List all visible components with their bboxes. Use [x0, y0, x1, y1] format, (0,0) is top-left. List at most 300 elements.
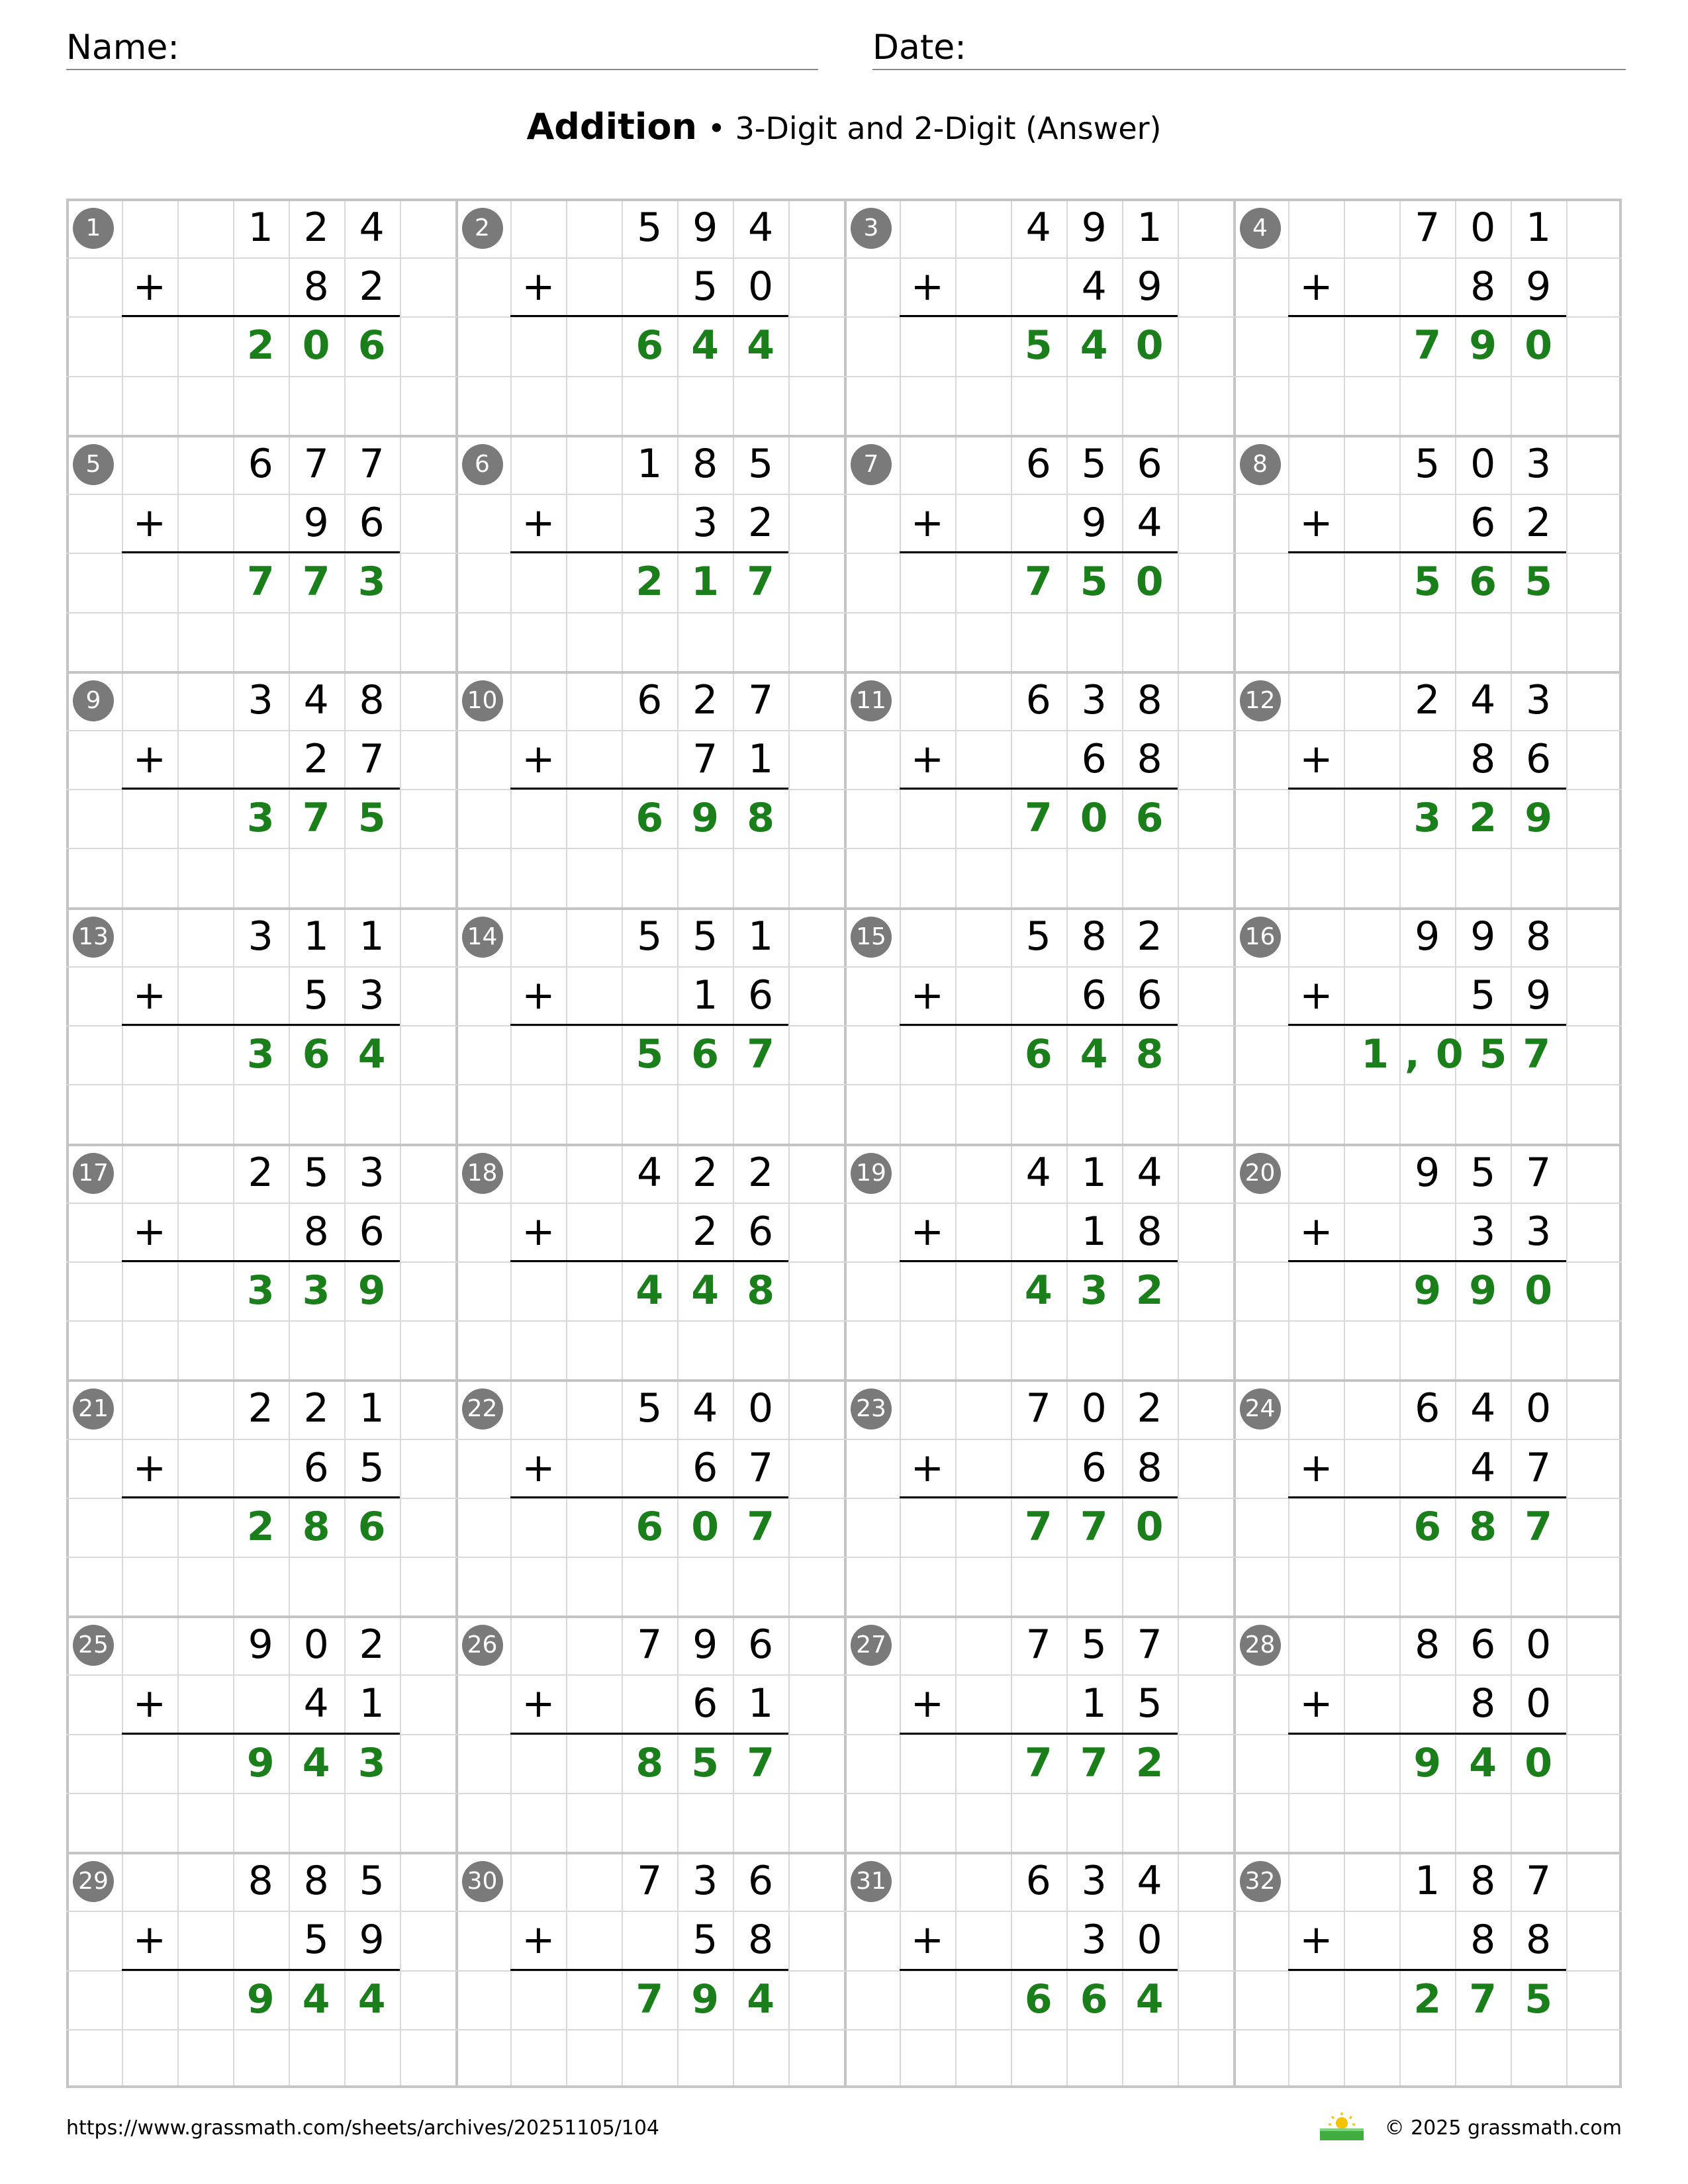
addend-top-digit: 6 — [748, 1858, 774, 1905]
addend-bottom-digit: 4 — [1081, 263, 1107, 310]
answer-digit: 6 — [302, 1031, 330, 1078]
addend-bottom-digit: 9 — [1081, 500, 1107, 547]
answer-digit: 6 — [357, 322, 386, 369]
answer-digit: 4 — [1080, 322, 1108, 369]
answer-digit: 6 — [1024, 1031, 1053, 1078]
plus-sign: + — [522, 1208, 555, 1255]
problem-number-badge: 6 — [462, 444, 503, 485]
addend-top-digit: 2 — [748, 1149, 774, 1196]
addend-top-digit: 4 — [748, 205, 774, 251]
addend-top-digit: 4 — [1137, 1149, 1162, 1196]
problem — [455, 907, 845, 1144]
answer-digit: 8 — [747, 795, 774, 842]
addend-top-digit: 7 — [748, 676, 774, 723]
plus-sign: + — [132, 1680, 167, 1727]
answer-digit: 7 — [747, 1739, 774, 1786]
addend-top-digit: 6 — [1415, 1385, 1440, 1432]
addend-bottom-digit: 8 — [1137, 735, 1162, 782]
answer-digit: 4 — [302, 1739, 330, 1786]
addend-top-digit: 6 — [1025, 1858, 1051, 1905]
answer-digit: 8 — [747, 1267, 774, 1314]
addend-top-digit: 7 — [1025, 1621, 1051, 1668]
addend-bottom-digit: 8 — [748, 1917, 774, 1964]
addend-bottom-digit: 6 — [1081, 1444, 1107, 1491]
answer-digit: 9 — [246, 1739, 275, 1786]
addend-bottom-digit: 5 — [303, 1917, 329, 1964]
addend-top-digit: 8 — [1415, 1621, 1440, 1668]
problem — [66, 1144, 455, 1380]
addend-top-digit: 2 — [248, 1385, 273, 1432]
date-field[interactable] — [872, 25, 1626, 70]
problem-number-badge: 5 — [73, 444, 114, 485]
answer-digit: 5 — [1524, 559, 1552, 606]
addend-bottom-digit: 6 — [303, 1444, 329, 1491]
answer-digit: 2 — [1135, 1267, 1164, 1314]
addend-top-digit: 5 — [1081, 1621, 1107, 1668]
answer-digit: 2 — [1413, 1976, 1442, 2023]
addend-bottom-digit: 1 — [692, 972, 718, 1019]
addend-top-digit: 5 — [637, 1385, 663, 1432]
problem — [1233, 907, 1622, 1144]
addend-top-digit: 3 — [1526, 440, 1552, 487]
addend-top-digit: 2 — [303, 205, 329, 251]
addend-top-digit: 9 — [1081, 205, 1107, 251]
addend-top-digit: 7 — [303, 440, 329, 487]
addend-top-digit: 3 — [1526, 676, 1552, 723]
answer-digit: 7 — [747, 1503, 774, 1550]
answer-digit: 0 — [1524, 322, 1552, 369]
addend-top-digit: 3 — [692, 1858, 718, 1905]
problem-number-badge: 23 — [851, 1388, 892, 1430]
problem-number-badge: 20 — [1240, 1153, 1281, 1194]
addend-top-digit: 6 — [248, 440, 273, 487]
addend-bottom-digit: 9 — [303, 500, 329, 547]
addend-top-digit: 1 — [359, 913, 385, 960]
addend-top-digit: 5 — [1025, 913, 1051, 960]
problem-number-badge: 10 — [462, 680, 503, 721]
problem-number-badge: 25 — [73, 1625, 114, 1666]
addend-top-digit: 7 — [1137, 1621, 1162, 1668]
addend-bottom-digit: 1 — [1081, 1680, 1107, 1727]
addend-bottom-digit: 3 — [1526, 1208, 1552, 1255]
addend-top-digit: 5 — [637, 913, 663, 960]
problem — [844, 907, 1233, 1144]
answer-digit: 9 — [691, 1976, 720, 2023]
answer-digit: 2 — [635, 559, 664, 606]
answer-digit: 3 — [357, 559, 386, 606]
plus-sign: + — [522, 263, 555, 310]
answer-digit: 3 — [1080, 1267, 1108, 1314]
date-label: Date: — [872, 28, 966, 68]
answer-digit: 7 — [246, 559, 275, 606]
problem — [844, 1615, 1233, 1852]
answer-digit: 8 — [1469, 1503, 1497, 1550]
answer-digit: 5 — [1524, 1976, 1552, 2023]
problem-number-badge: 3 — [851, 208, 892, 249]
addend-top-digit: 1 — [1526, 205, 1552, 251]
problem-number-badge: 1 — [73, 208, 114, 249]
addend-top-digit: 2 — [248, 1149, 273, 1196]
problem-number-badge: 9 — [73, 680, 114, 721]
plus-sign: + — [1299, 500, 1333, 547]
addend-bottom-digit: 2 — [1526, 500, 1552, 547]
addend-top-digit: 5 — [359, 1858, 385, 1905]
answer-digit: 6 — [357, 1503, 386, 1550]
addend-bottom-digit: 6 — [1470, 500, 1496, 547]
addend-bottom-digit: 8 — [1526, 1917, 1552, 1964]
plus-sign: + — [910, 735, 945, 782]
problem-number-badge: 16 — [1240, 917, 1281, 958]
plus-sign: + — [910, 263, 945, 310]
addend-top-digit: 4 — [1470, 676, 1496, 723]
problem — [66, 1615, 455, 1852]
addend-top-digit: 2 — [692, 1149, 718, 1196]
answer-digit: 0 — [1135, 322, 1164, 369]
answer-digit: 6 — [1469, 559, 1497, 606]
problem — [455, 199, 845, 435]
answer-digit: 9 — [1469, 322, 1497, 369]
answer-digit: 5 — [1413, 559, 1442, 606]
addend-top-digit: 8 — [1470, 1858, 1496, 1905]
problem-number-badge: 32 — [1240, 1861, 1281, 1902]
addend-bottom-digit: 7 — [748, 1444, 774, 1491]
addend-bottom-digit: 6 — [359, 500, 385, 547]
problem — [455, 1615, 845, 1852]
addend-bottom-digit: 4 — [1470, 1444, 1496, 1491]
addend-bottom-digit: 9 — [1526, 263, 1552, 310]
addend-top-digit: 5 — [1470, 1149, 1496, 1196]
addend-top-digit: 4 — [1137, 1858, 1162, 1905]
addend-bottom-digit: 9 — [359, 1917, 385, 1964]
addend-bottom-digit: 2 — [303, 735, 329, 782]
addend-bottom-digit: 5 — [359, 1444, 385, 1491]
answer-digit: 0 — [1524, 1739, 1552, 1786]
problem-number-badge: 11 — [851, 680, 892, 721]
addend-top-digit: 5 — [637, 205, 663, 251]
answer-digit: 7 — [635, 1976, 664, 2023]
problem — [455, 1852, 845, 2088]
addend-top-digit: 9 — [1415, 1149, 1440, 1196]
addend-top-digit: 6 — [1470, 1621, 1496, 1668]
addend-top-digit: 9 — [692, 205, 718, 251]
addend-top-digit: 8 — [1081, 913, 1107, 960]
answer-digit: 5 — [691, 1739, 720, 1786]
addend-bottom-digit: 0 — [748, 263, 774, 310]
answer-digit: 4 — [747, 322, 774, 369]
answer-digit: 3 — [357, 1739, 386, 1786]
addend-bottom-digit: 3 — [1470, 1208, 1496, 1255]
addend-top-digit: 0 — [1526, 1385, 1552, 1432]
answer-digit: 4 — [357, 1976, 386, 2023]
answer-digit: 8 — [635, 1739, 664, 1786]
answer-digit: 9 — [1469, 1267, 1497, 1314]
answer-digit: 4 — [1135, 1976, 1164, 2023]
plus-sign: + — [132, 1444, 167, 1491]
addend-bottom-digit: 8 — [1137, 1208, 1162, 1255]
addend-top-digit: 7 — [359, 440, 385, 487]
addend-bottom-digit: 0 — [1137, 1917, 1162, 1964]
answer-digit: 4 — [691, 322, 720, 369]
addend-bottom-digit: 3 — [1081, 1917, 1107, 1964]
plus-sign: + — [1299, 1444, 1333, 1491]
addend-top-digit: 8 — [359, 676, 385, 723]
answer-digit: 6 — [691, 1031, 720, 1078]
addend-top-digit: 7 — [1526, 1149, 1552, 1196]
addend-top-digit: 9 — [1415, 913, 1440, 960]
addend-bottom-digit: 5 — [692, 1917, 718, 1964]
answer-digit: 0 — [691, 1503, 720, 1550]
addend-top-digit: 2 — [359, 1621, 385, 1668]
addend-bottom-digit: 6 — [1081, 735, 1107, 782]
addend-top-digit: 6 — [1025, 676, 1051, 723]
problem — [455, 435, 845, 671]
addend-top-digit: 6 — [1025, 440, 1051, 487]
plus-sign: + — [1299, 263, 1333, 310]
addend-top-digit: 2 — [1137, 1385, 1162, 1432]
answer-digit: 4 — [747, 1976, 774, 2023]
plus-sign: + — [522, 500, 555, 547]
problem — [66, 671, 455, 907]
addend-top-digit: 1 — [303, 913, 329, 960]
answer-digit: 0 — [1135, 559, 1164, 606]
grass-sun-logo-icon — [1319, 2111, 1365, 2142]
addend-top-digit: 8 — [1137, 676, 1162, 723]
addend-top-digit: 0 — [303, 1621, 329, 1668]
problem — [66, 1379, 455, 1615]
answer-digit: 7 — [302, 795, 330, 842]
addend-bottom-digit: 1 — [748, 735, 774, 782]
problem-number-badge: 28 — [1240, 1625, 1281, 1666]
answer-digit: 9 — [1413, 1267, 1442, 1314]
problem-number-badge: 4 — [1240, 208, 1281, 249]
answer-digit: 5 — [635, 1031, 664, 1078]
addend-bottom-digit: 7 — [1526, 1444, 1552, 1491]
plus-sign: + — [132, 500, 167, 547]
problem — [844, 1379, 1233, 1615]
answer-digit: 4 — [302, 1976, 330, 2023]
addend-bottom-digit: 0 — [1526, 1680, 1552, 1727]
addend-top-digit: 8 — [692, 440, 718, 487]
plus-sign: + — [132, 735, 167, 782]
problem-number-badge: 12 — [1240, 680, 1281, 721]
name-label: Name: — [66, 28, 179, 68]
name-field[interactable] — [66, 25, 818, 70]
addend-top-digit: 2 — [1415, 676, 1440, 723]
answer-digit: 4 — [1469, 1739, 1497, 1786]
plus-sign: + — [1299, 972, 1333, 1019]
plus-sign: + — [910, 972, 945, 1019]
addend-bottom-digit: 5 — [1137, 1680, 1162, 1727]
addend-top-digit: 6 — [748, 1621, 774, 1668]
answer-digit: 7 — [747, 1031, 774, 1078]
answer-digit: 9 — [1413, 1739, 1442, 1786]
addend-top-digit: 3 — [1081, 1858, 1107, 1905]
addend-top-digit: 3 — [1081, 676, 1107, 723]
answer-digit: 6 — [635, 1503, 664, 1550]
answer-digit: 9 — [1524, 795, 1552, 842]
problem — [1233, 1144, 1622, 1380]
addend-top-digit: 1 — [359, 1385, 385, 1432]
answer-digit: 8 — [1135, 1031, 1164, 1078]
addend-top-digit: 7 — [1415, 205, 1440, 251]
problem — [66, 1852, 455, 2088]
answer-digit: 7 — [1413, 322, 1442, 369]
addend-bottom-digit: 1 — [359, 1680, 385, 1727]
addend-bottom-digit: 2 — [359, 263, 385, 310]
addend-top-digit: 4 — [692, 1385, 718, 1432]
plus-sign: + — [1299, 1680, 1333, 1727]
plus-sign: + — [910, 1444, 945, 1491]
problem-number-badge: 17 — [73, 1153, 114, 1194]
addend-top-digit: 2 — [1137, 913, 1162, 960]
answer-digit: 6 — [635, 795, 664, 842]
addend-bottom-digit: 5 — [1470, 972, 1496, 1019]
addend-bottom-digit: 3 — [692, 500, 718, 547]
addend-top-digit: 6 — [637, 676, 663, 723]
plus-sign: + — [522, 1917, 555, 1964]
answer-digit: 5 — [1080, 559, 1108, 606]
problem — [844, 1852, 1233, 2088]
problem — [455, 1379, 845, 1615]
answer-digit: 6 — [1024, 1976, 1053, 2023]
problem-grid — [66, 199, 1622, 2088]
answer-digit: 7 — [302, 559, 330, 606]
addend-top-digit: 8 — [303, 1858, 329, 1905]
answer-digit: 4 — [691, 1267, 720, 1314]
addend-top-digit: 5 — [692, 913, 718, 960]
addend-top-digit: 5 — [1415, 440, 1440, 487]
problem-number-badge: 21 — [73, 1388, 114, 1430]
addend-top-digit: 2 — [692, 676, 718, 723]
problem-number-badge: 31 — [851, 1861, 892, 1902]
addend-top-digit: 1 — [637, 440, 663, 487]
addend-bottom-digit: 1 — [748, 1680, 774, 1727]
footer-copyright: © 2025 grassmath.com — [1384, 2116, 1622, 2140]
addend-top-digit: 8 — [248, 1858, 273, 1905]
plus-sign: + — [910, 1680, 945, 1727]
plus-sign: + — [132, 263, 167, 310]
addend-bottom-digit: 4 — [303, 1680, 329, 1727]
addend-bottom-digit: 6 — [1526, 735, 1552, 782]
problem-number-badge: 29 — [73, 1861, 114, 1902]
addend-bottom-digit: 6 — [692, 1444, 718, 1491]
addend-top-digit: 1 — [248, 205, 273, 251]
problem-number-badge: 7 — [851, 444, 892, 485]
answer-digit: 4 — [635, 1267, 664, 1314]
answer-digit: 3 — [302, 1267, 330, 1314]
addend-bottom-digit: 8 — [1137, 1444, 1162, 1491]
addend-top-digit: 4 — [303, 676, 329, 723]
answer-digit: 7 — [1080, 1739, 1108, 1786]
addend-top-digit: 1 — [1137, 205, 1162, 251]
problem — [1233, 435, 1622, 671]
answer-digit: 6 — [1135, 795, 1164, 842]
problem-number-badge: 18 — [462, 1153, 503, 1194]
answer-digit: 4 — [1080, 1031, 1108, 1078]
answer-digit: 2 — [1469, 795, 1497, 842]
answer-digit: 6 — [635, 322, 664, 369]
answer-digit: 7 — [1024, 1503, 1053, 1550]
problem-number-badge: 24 — [1240, 1388, 1281, 1430]
addend-top-digit: 5 — [1081, 440, 1107, 487]
problem — [844, 435, 1233, 671]
answer-digit: 7 — [1024, 1739, 1053, 1786]
addend-bottom-digit: 9 — [1137, 263, 1162, 310]
problem-number-badge: 27 — [851, 1625, 892, 1666]
addend-top-digit: 9 — [1470, 913, 1496, 960]
addend-top-digit: 8 — [1526, 913, 1552, 960]
plus-sign: + — [1299, 1917, 1333, 1964]
plus-sign: + — [132, 1917, 167, 1964]
problem-number-badge: 13 — [73, 917, 114, 958]
addend-top-digit: 7 — [1025, 1385, 1051, 1432]
answer-digit: 9 — [691, 795, 720, 842]
addend-top-digit: 4 — [1470, 1385, 1496, 1432]
addend-bottom-digit: 8 — [303, 263, 329, 310]
addend-bottom-digit: 8 — [1470, 1917, 1496, 1964]
problem — [455, 1144, 845, 1380]
addend-bottom-digit: 6 — [748, 1208, 774, 1255]
addend-bottom-digit: 6 — [1137, 972, 1162, 1019]
addend-bottom-digit: 6 — [1081, 972, 1107, 1019]
problem — [1233, 1615, 1622, 1852]
problem — [66, 435, 455, 671]
problem-number-badge: 30 — [462, 1861, 503, 1902]
problem — [66, 199, 455, 435]
footer-url[interactable]: https://www.grassmath.com/sheets/archives/20251105/104 — [66, 2116, 660, 2140]
addend-top-digit: 3 — [248, 913, 273, 960]
answer-value: 1,057 — [1361, 1031, 1567, 1078]
answer-digit: 9 — [357, 1267, 386, 1314]
answer-digit: 5 — [357, 795, 386, 842]
addend-bottom-digit: 9 — [1526, 972, 1552, 1019]
addend-top-digit: 1 — [1081, 1149, 1107, 1196]
plus-sign: + — [522, 735, 555, 782]
answer-digit: 0 — [1524, 1267, 1552, 1314]
addend-bottom-digit: 2 — [748, 500, 774, 547]
problem — [1233, 671, 1622, 907]
plus-sign: + — [910, 1917, 945, 1964]
problem — [844, 1144, 1233, 1380]
addend-top-digit: 9 — [692, 1621, 718, 1668]
addend-top-digit: 9 — [248, 1621, 273, 1668]
problem-number-badge: 2 — [462, 208, 503, 249]
plus-sign: + — [910, 1208, 945, 1255]
plus-sign: + — [1299, 735, 1333, 782]
answer-digit: 2 — [246, 1503, 275, 1550]
answer-digit: 3 — [246, 795, 275, 842]
addend-top-digit: 0 — [1526, 1621, 1552, 1668]
plus-sign: + — [132, 972, 167, 1019]
addend-top-digit: 4 — [1025, 1149, 1051, 1196]
addend-bottom-digit: 1 — [1081, 1208, 1107, 1255]
answer-digit: 5 — [1024, 322, 1053, 369]
problem-number-badge: 26 — [462, 1625, 503, 1666]
addend-top-digit: 7 — [637, 1858, 663, 1905]
answer-digit: 4 — [357, 1031, 386, 1078]
addend-bottom-digit: 5 — [692, 263, 718, 310]
title-subtitle: • 3-Digit and 2-Digit (Answer) — [707, 111, 1162, 146]
addend-top-digit: 1 — [748, 913, 774, 960]
addend-top-digit: 3 — [359, 1149, 385, 1196]
answer-digit: 6 — [1080, 1976, 1108, 2023]
addend-bottom-digit: 8 — [1470, 1680, 1496, 1727]
addend-top-digit: 0 — [1470, 440, 1496, 487]
problem-number-badge: 8 — [1240, 444, 1281, 485]
addend-bottom-digit: 6 — [359, 1208, 385, 1255]
addend-bottom-digit: 3 — [359, 972, 385, 1019]
problem-number-badge: 22 — [462, 1388, 503, 1430]
